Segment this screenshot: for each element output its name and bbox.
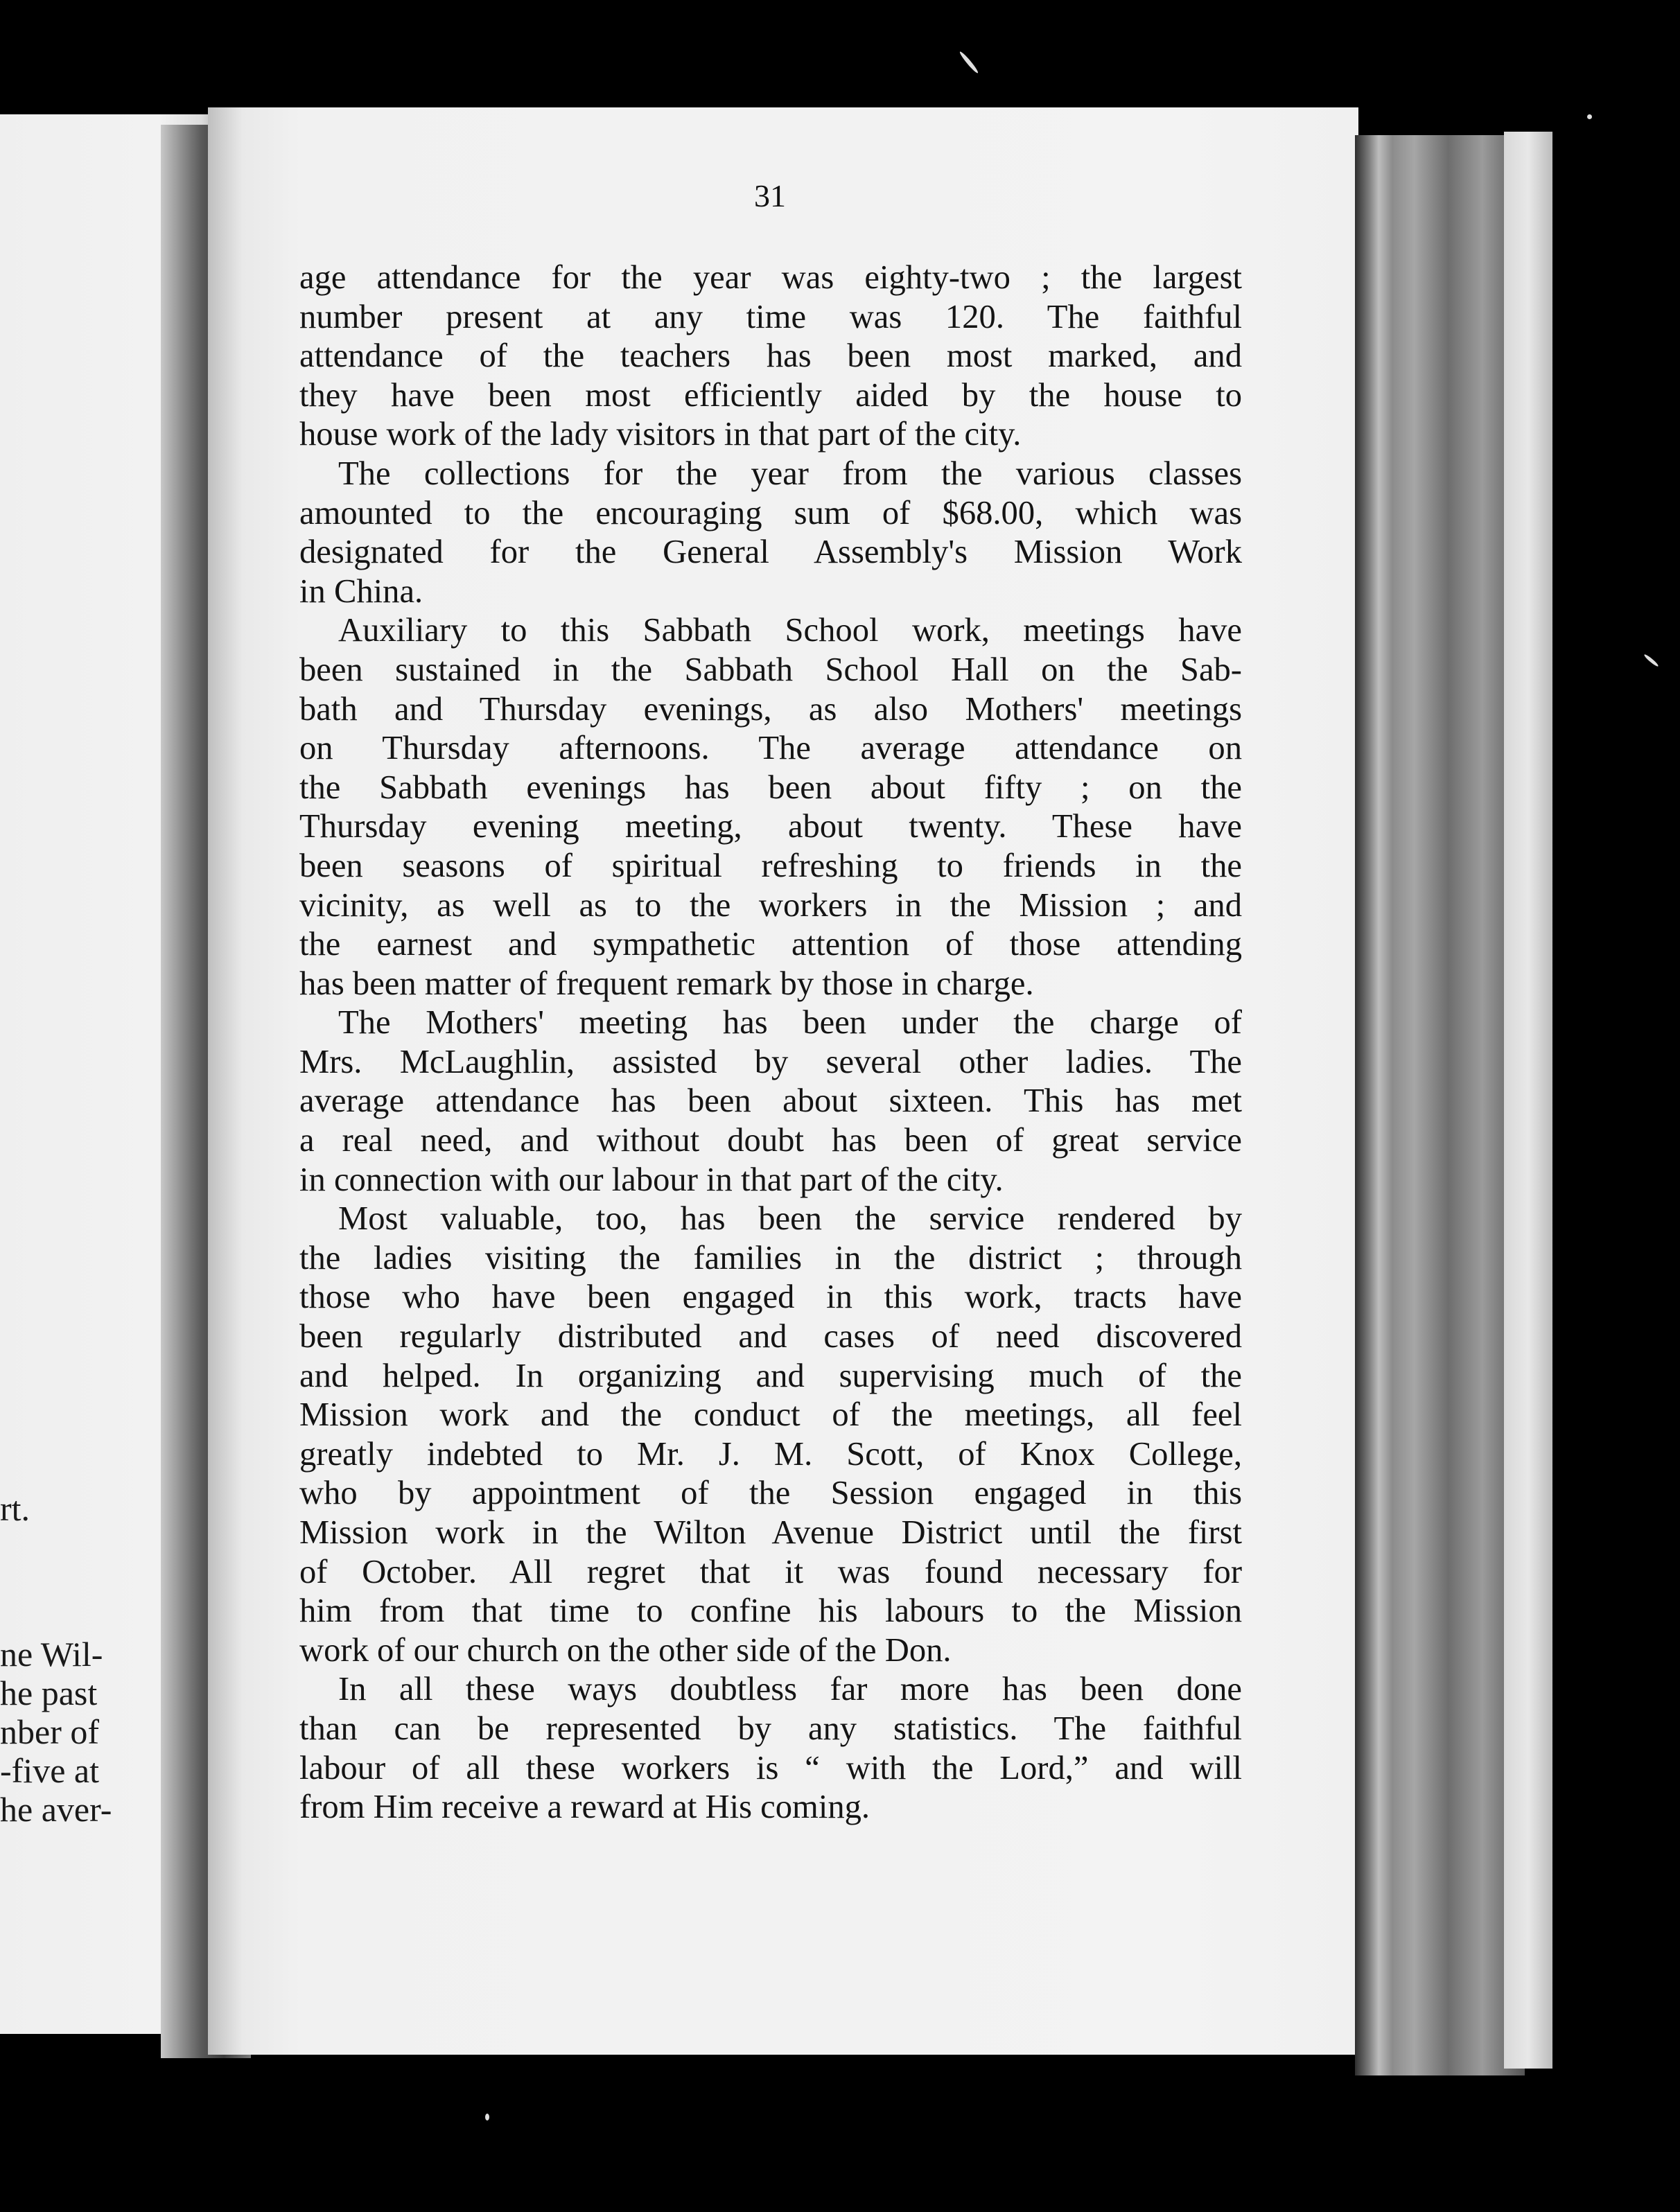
text-line: Mission work and the conduct of the meetings, all feel: [299, 1396, 1242, 1434]
text-line: labour of all these workers is “ with the Lord,” and will: [299, 1748, 1242, 1787]
text-line: who by appointment of the Session engaged in this: [299, 1474, 1242, 1512]
text-line: from Him receive a reward at His coming.: [299, 1788, 870, 1826]
left-page-fragment: rt.: [0, 1489, 30, 1528]
text-line: greatly indebted to Mr. J. M. Scott, of Knox College,: [299, 1434, 1242, 1473]
paragraph: [299, 1669, 1242, 1826]
text-line: the ladies visiting the families in the district ; through: [299, 1238, 1242, 1276]
text-line: Most valuable, too, has been the service rendered by: [338, 1200, 1242, 1238]
text-line: the earnest and sympathetic attention of those attending: [299, 925, 1242, 963]
text-line: been sustained in the Sabbath School Hall on the Sab-: [299, 650, 1242, 688]
paragraph: [299, 611, 1242, 1003]
text-line: in connection with our labour in that part of the city.: [299, 1160, 1004, 1198]
page-body-text: [299, 258, 1242, 1827]
left-page-fragment: ne Wil-: [0, 1635, 103, 1674]
text-line: Thursday evening meeting, about twenty. These have: [299, 807, 1242, 845]
text-line: in China.: [299, 572, 423, 610]
text-line: been seasons of spiritual refreshing to friends in the: [299, 846, 1242, 884]
text-line: a real need, and without doubt has been of great service: [299, 1121, 1242, 1159]
text-line: those who have been engaged in this work, tracts have: [299, 1278, 1242, 1316]
text-line: and helped. In organizing and supervising much of the: [299, 1356, 1242, 1394]
text-line: age attendance for the year was eighty-two ; the largest: [299, 258, 1242, 296]
text-line: of October. All regret that it was found necessary for: [299, 1552, 1242, 1590]
left-page-fragment: he past: [0, 1674, 98, 1712]
text-line: the Sabbath evenings has been about fifty ; on the: [299, 768, 1242, 806]
dust-speck: [1643, 653, 1659, 668]
paragraph: [299, 1199, 1242, 1669]
text-line: The collections for the year from the various classes: [338, 454, 1242, 492]
text-line: work of our church on the other side of the Don.: [299, 1631, 952, 1669]
text-line: on Thursday afternoons. The average attendance on: [299, 729, 1242, 767]
text-line: The Mothers' meeting has been under the charge of: [338, 1003, 1242, 1042]
text-line: him from that time to confine his labours to the Mission: [299, 1592, 1242, 1630]
text-line: number present at any time was 120. The faithful: [299, 297, 1242, 335]
left-page-fragment: nber of: [0, 1712, 99, 1751]
text-line: In all these ways doubtless far more has been done: [338, 1670, 1242, 1708]
text-line: attendance of the teachers has been most marked, and: [299, 337, 1242, 375]
text-line: Auxiliary to this Sabbath School work, meetings have: [338, 611, 1242, 649]
text-line: bath and Thursday evenings, as also Mothers' meetings: [299, 690, 1242, 728]
text-line: been regularly distributed and cases of need discovered: [299, 1317, 1242, 1355]
dust-speck: [485, 2114, 489, 2121]
dust-speck: [959, 51, 979, 74]
text-line: designated for the General Assembly's Mission Work: [299, 533, 1242, 571]
paragraph: [299, 258, 1242, 454]
text-line: Mission work in the Wilton Avenue District until the first: [299, 1513, 1242, 1551]
text-line: Mrs. McLaughlin, assisted by several other ladies. The: [299, 1042, 1242, 1080]
text-line: vicinity, as well as to the workers in the Mission ; and: [299, 886, 1242, 924]
dust-speck: [1587, 114, 1592, 119]
left-page-fragment: he aver-: [0, 1790, 112, 1829]
text-line: has been matter of frequent remark by those in charge.: [299, 964, 1034, 1002]
book-page-edges: [1355, 135, 1525, 2075]
text-line: than can be represented by any statistics. The faithful: [299, 1709, 1242, 1747]
text-line: house work of the lady visitors in that part of the city.: [299, 415, 1022, 453]
paragraph: [299, 1003, 1242, 1199]
book-cover-edge: [1504, 132, 1552, 2069]
page-number: 31: [754, 178, 786, 213]
text-line: they have been most efficiently aided by the house to: [299, 376, 1242, 414]
paragraph: [299, 454, 1242, 611]
text-line: amounted to the encouraging sum of $68.00, which was: [299, 493, 1242, 532]
text-line: average attendance has been about sixteen. This has met: [299, 1082, 1242, 1120]
left-page-fragment: -five at: [0, 1751, 99, 1790]
